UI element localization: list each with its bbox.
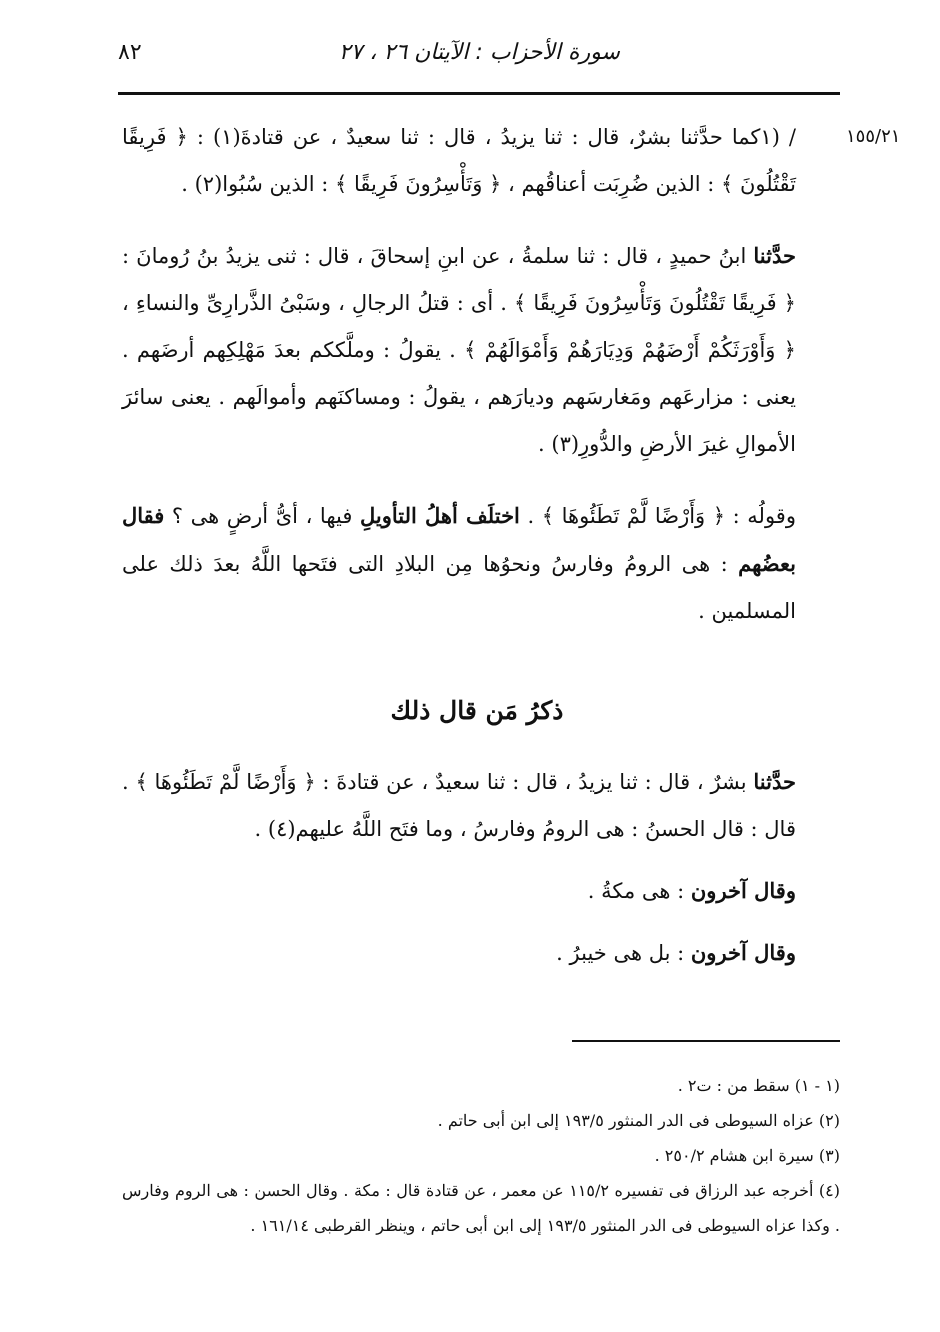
section-text	[122, 758, 832, 977]
paragraph-text: فيها ، أىُّ أرضٍ هى ؟	[164, 504, 360, 528]
paragraph-bishr	[122, 758, 832, 853]
page-number: ٨٢	[118, 40, 142, 65]
paragraph-lead: وقال آخرون	[690, 878, 796, 903]
paragraph-text: ابنُ حميدٍ ، قال : ثنا سلمةُ ، عن ابنِ إسحاقَ ، قال : ثنى يزيدُ بنُ رُومانَ : ﴿ فَرِيقًا تَقْتُلُونَ وَتَأْسِرُونَ فَرِيقًا ﴾ . أى : قتلُ الرجالِ ، وسَبْىُ الذَّرارِىِّ والنساءِ ، ﴿ وَأَوْرَثَكُمْ أَرْضَهُمْ وَدِيَارَهُمْ وَأَمْوَالَهُمْ ﴾ . يقولُ : وملَّككم بعدَ مَهْلِكِهم أرضَهم . يعنى : مزارعَهم ومَغارسَهم وديارَهم ، يقولُ : ومساكنَهم وأموالَهم . يعنى سائرَ الأموالِ غيرَ الأرضِ والدُّورِ(٣) .	[122, 244, 796, 456]
paragraph-text: وقولُه : ﴿ وَأَرْضًا لَّمْ تَطَئُوهَا ﴾ .	[519, 504, 796, 528]
paragraph-lead: وقال آخرون	[690, 940, 796, 965]
page-header	[118, 36, 840, 76]
footnote: (٢) عزاه السيوطى فى الدر المنثور ١٩٣/٥ إلى ابن أبى حاتم .	[437, 1111, 840, 1130]
paragraph-text: : بل هى خيبرُ .	[556, 941, 691, 965]
paragraph-text: بشرٌ ، قال : ثنا يزيدُ ، قال : ثنا سعيدٌ ، عن قتادةَ : ﴿ وَأَرْضًا لَّمْ تَطَئُوهَا ﴾ . قال : قال الحسنُ : هى الرومُ وفارسُ ، وما فتَح اللَّهُ عليهم(٤) .	[122, 770, 796, 841]
paragraph-qatada: / (١كما حدَّثنا بشرٌ، قال : ثنا يزيدُ ، قال : ثنا سعيدٌ ، عن قتادةَ(١) : ﴿ فَرِيقًا تَقْتُلُونَ ﴾ : الذين ضُرِبَت أعناقُهم ، ﴿ وَتَأْسِرُونَ فَرِيقًا ﴾ : الذين سُبُوا(٢) .	[122, 125, 796, 196]
paragraph-mecca	[122, 867, 832, 915]
footnotes	[122, 1068, 840, 1243]
paragraph-lead: حدَّثنا	[753, 769, 796, 794]
paragraph-lead: حدَّثنا	[753, 243, 796, 268]
paragraph-khaybar	[122, 929, 832, 977]
paragraph-ibn-humaid	[122, 232, 832, 468]
paragraph-interpretation	[122, 492, 832, 635]
footnote: (٤) أخرجه عبد الرزاق فى تفسيره ١١٥/٢ عن معمر ، عن قتادة قال : مكة . وقال الحسن : هى الروم وفارس . وكذا عزاه السيوطى فى الدر المنثور ١٩٣/٥ إلى ابن أبى حاتم ، وينظر القرطبى ١٦١/١٤ .	[122, 1181, 841, 1235]
paragraph-text: : هى مكةُ .	[587, 879, 691, 903]
paragraph-lead: فقال بعضُهم	[122, 503, 796, 576]
paragraph-lead: اختلَف أهلُ التأويلِ	[359, 503, 520, 528]
main-text	[122, 114, 832, 635]
paragraph-text: : هى الرومُ وفارسُ ونحوُها مِن البلادِ التى فتَحها اللَّهُ بعدَ ذلك على المسلمين .	[122, 552, 796, 623]
footnote: (٣) سيرة ابن هشام ٢٥٠/٢ .	[654, 1146, 840, 1165]
running-title: سورة الأحزاب : الآيتان ٢٦ ، ٢٧	[338, 40, 620, 65]
header-rule	[118, 92, 840, 95]
footnote: (١ - ١) سقط من : ت٢ .	[677, 1076, 840, 1095]
margin-reference: ١٥٥/٢١	[846, 126, 901, 147]
section-heading: ذكرُ مَن قال ذلك	[390, 696, 564, 725]
footnote-rule	[572, 1040, 840, 1042]
